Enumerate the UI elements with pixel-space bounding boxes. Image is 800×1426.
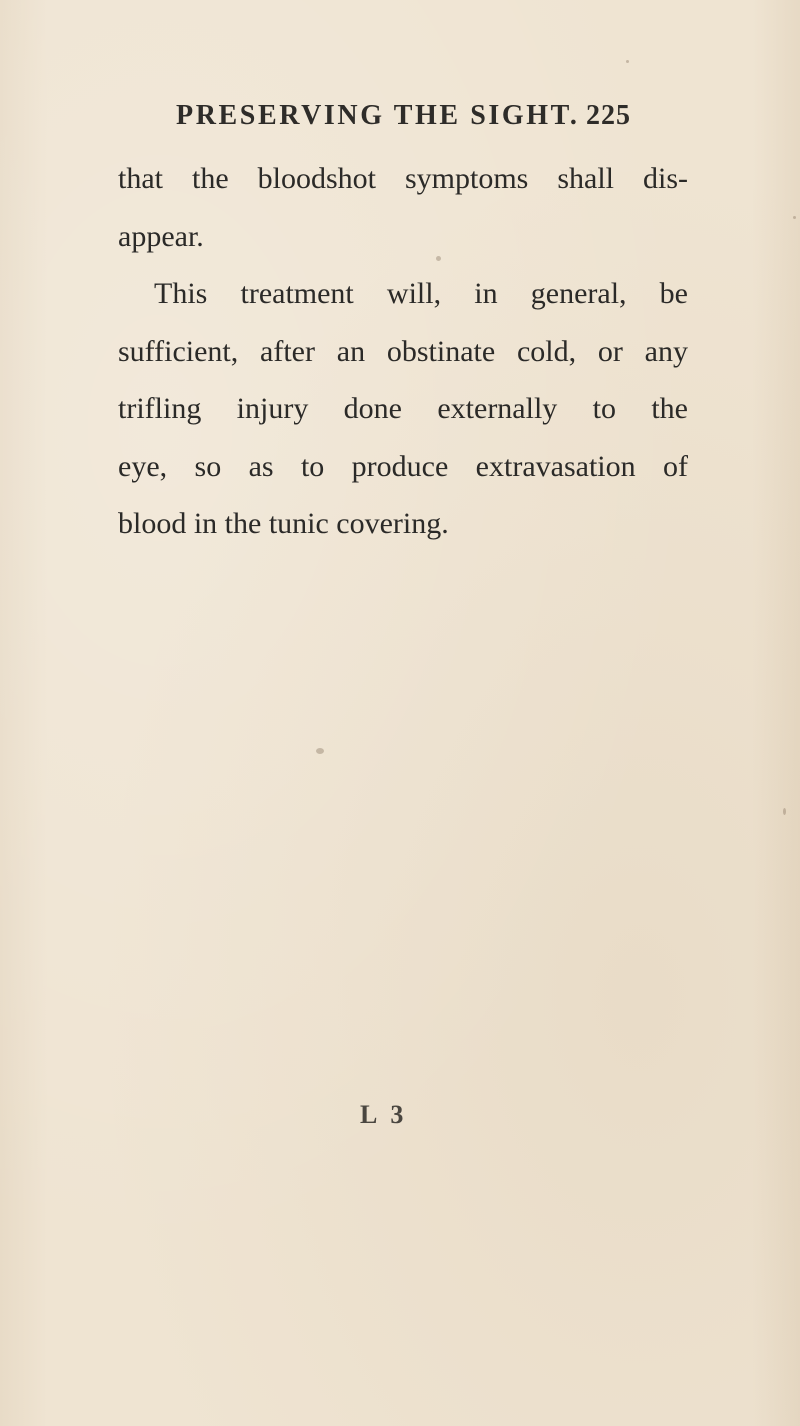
text-line: eye, so as to produce extravasation of (118, 449, 688, 483)
paper-speck (316, 748, 324, 754)
text-line: blood in the tunic covering. (118, 507, 449, 540)
running-head (0, 100, 800, 150)
text-line: This treatment will, in general, be (154, 277, 688, 310)
page-number: 225 (586, 100, 631, 131)
text-line: that the bloodshot symptoms shall dis- (118, 162, 688, 195)
signature-mark: L 3 (360, 1100, 408, 1129)
paper-speck (783, 808, 786, 815)
paper-speck (626, 60, 629, 63)
paper-speck (793, 216, 796, 219)
running-title: PRESERVING THE SIGHT. (176, 100, 580, 131)
body-text (118, 150, 688, 553)
text-line: appear. (118, 219, 204, 253)
text-line: sufficient, after an obstinate cold, or any (118, 334, 688, 368)
paper-speck (436, 256, 441, 261)
text-line: trifling injury done externally to the (118, 392, 688, 425)
